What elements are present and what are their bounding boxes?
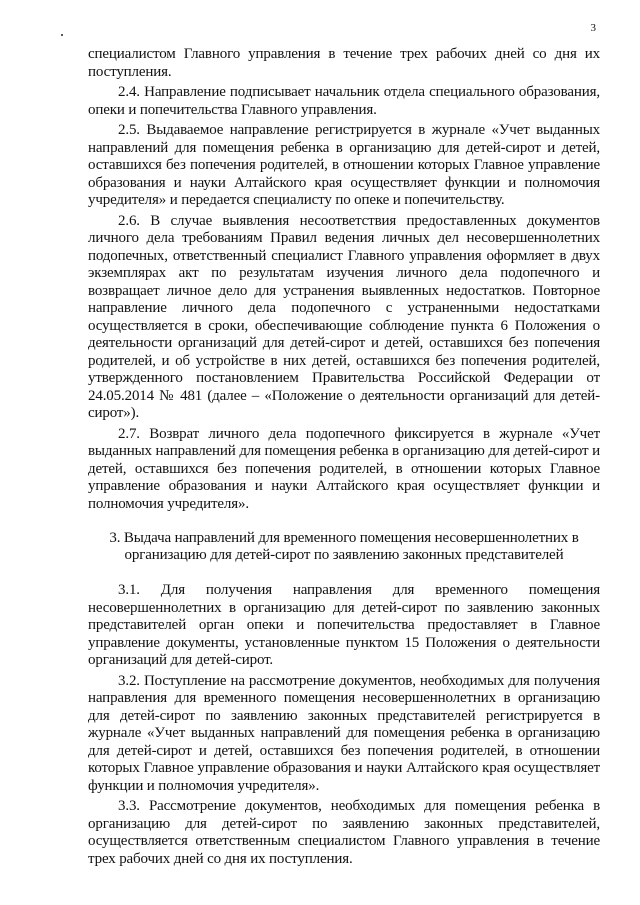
paragraph-continuation: специалистом Главного управления в течение трех рабочих дней со дня их поступления. — [88, 46, 600, 80]
section-3-heading: 3. Выдача направлений для временного помещения несовершеннолетних в организацию для детей-сирот по заявлению законных представителей — [109, 530, 579, 563]
scan-speck — [61, 34, 63, 36]
paragraph-3-1: 3.1. Для получения направления для временного помещения несовершеннолетних в организацию для детей-сирот по заявлению законных представителей орган опеки и попечительства предоставляет в Главное управление документы, установленные пунктом 15 Положения о деятельности организаций для детей-сирот. — [88, 582, 600, 668]
document-body — [88, 46, 600, 871]
paragraph-2-6: 2.6. В случае выявления несоответствия предоставленных документов личного дела требованиям Правил ведения личных дел несовершеннолетних подопечных, ответственный специалист Главного управления оформляет в двух экземплярах акт по результатам изучения личного дела подопечного и возвращает личное дело для устранения выявленных недостатков. Повторное направление личного дела подопечного с устраненными недостатками осуществляется в сроки, обеспечивающие соблюдение пункта 6 Положения о деятельности организаций для детей-сирот и детей, оставшихся без попечения родителей, и об устройстве в них детей, оставшихся без попечения родителей, утвержденного постановлением Правительства Российской Федерации от 24.05.2014 № 481 (далее – «Положение о деятельности организаций для детей-сирот»). — [88, 212, 600, 421]
paragraph-2-4: 2.4. Направление подписывает начальник отдела специального образования, опеки и попечительства Главного управления. — [88, 84, 600, 118]
paragraph-2-5: 2.5. Выдаваемое направление регистрируется в журнале «Учет выданных направлений для помещения ребенка в организацию для детей-сирот и детей, оставшихся без попечения родителей, в отношении которых Главное управление образования и науки Алтайского края осуществляет функции и полномочия учредителя» и передается специалисту по опеке и попечительству. — [88, 122, 600, 208]
paragraph-3-3: 3.3. Рассмотрение документов, необходимых для помещения ребенка в организацию для детей-сирот по заявлению законных представителей, осуществляется ответственным специалистом Главного управления в течение трех рабочих дней со дня их поступления. — [88, 798, 600, 867]
paragraph-3-2: 3.2. Поступление на рассмотрение документов, необходимых для получения направления для временного помещения несовершеннолетних в организацию для детей-сирот по заявлению законных представителей регистрируется в журнале «Учет выданных направлений для помещения ребенка в организацию для детей-сирот и детей, оставшихся без попечения родителей, в отношении которых Главное управление образования и науки Алтайского края осуществляет функции и полномочия учредителя». — [88, 672, 600, 794]
page-number: 3 — [590, 22, 596, 34]
paragraph-2-7: 2.7. Возврат личного дела подопечного фиксируется в журнале «Учет выданных направлений для помещения ребенка в организацию для детей-сирот и детей, оставшихся без попечения родителей, в отношении которых Главное управление образования и науки Алтайского края осуществляет функции и полномочия учредителя». — [88, 425, 600, 512]
